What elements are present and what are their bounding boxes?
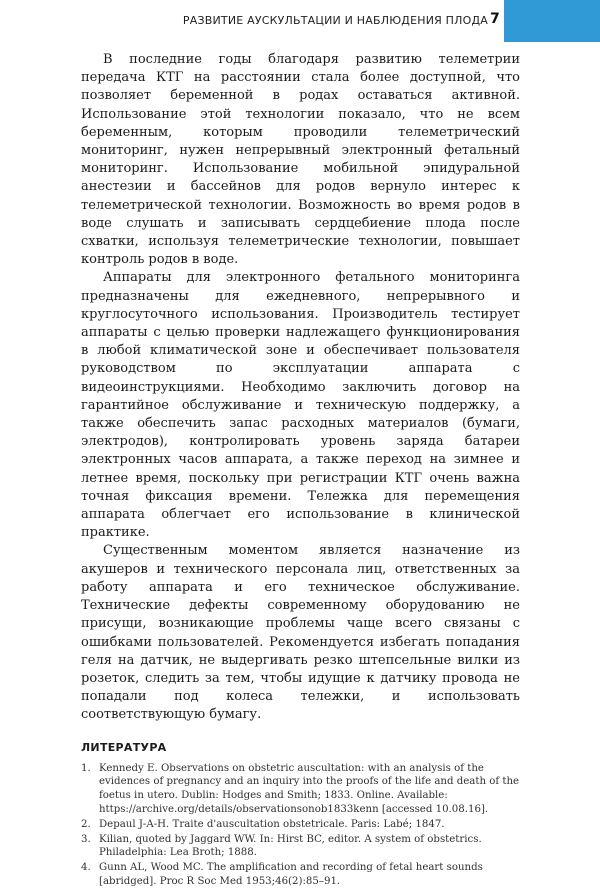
reference-item [81, 762, 520, 817]
running-header: РАЗВИТИЕ АУСКУЛЬТАЦИИ И НАБЛЮДЕНИЯ ПЛОДА [182, 14, 488, 27]
page-content [81, 51, 520, 890]
reference-item [81, 861, 520, 889]
reference-item [81, 818, 520, 832]
references-heading: ЛИТЕРАТУРА [81, 740, 167, 754]
paragraph: Существенным моментом является назначение из акушеров и технического персонала лиц, ответственных за работу аппарата и его техническое обслуживание. Технические дефекты современному оборудованию не присущи, возникающие проблемы чаще всего связаны с ошибками пользователей. Рекомендуется избегать попадания геля на датчик, не выдергивать резко штепсельные вилки из розеток, следить за тем, чтобы идущие к датчику провода не попадали под колеса тележки, и использовать соответствующую бумагу. [81, 543, 520, 723]
header-color-tab [504, 0, 600, 42]
reference-number: 2. [81, 818, 91, 830]
reference-text: Depaul J-A-H. Traite d'auscultation obstetricale. Paris: Labé; 1847. [99, 818, 445, 830]
reference-text: Kilian, quoted by Jaggard WW. In: Hirst BC, editor. A system of obstetrics. Philadelphia: Lea Broth; 1888. [99, 833, 482, 859]
reference-item [81, 833, 520, 861]
reference-number: 3. [81, 833, 91, 845]
reference-text: Gunn AL, Wood MC. The amplification and recording of fetal heart sounds [abridged]. Proc R Soc Med 1953;46(2):85–91. [99, 862, 483, 887]
page-number: 7 [490, 11, 500, 27]
paragraph: Аппараты для электронного фетального мониторинга предназначены для ежедневного, непрерывного и круглосуточного использования. Производитель тестирует аппараты с целью проверки надлежащего функционирования в любой климатической зоне и обеспечивает пользователя руководством по эксплуатации аппарата с видеоинструкциями. Необходимо заключить договор на гарантийное обслуживание и техническую поддержку, а также обеспечить запас расходных материалов (бумаги, электродов), контролировать уровень заряда батареи электронных часов аппарата, а также переход на зимнее и летнее время, поскольку при регистрации КТГ очень важна точная фиксация времени. Тележка для перемещения аппарата облегчает его использование в клинической практике. [81, 270, 520, 541]
reference-number: 4. [81, 862, 91, 874]
paragraph: В последние годы благодаря развитию телеметрии передача КТГ на расстоянии стала более доступной, что позволяет беременной в родах оставаться активной. Использование этой технологии показало, что не всем беременным, которым проводили телеметрический мониторинг, нужен непрерывный электронный фетальный мониторинг. Использование мобильной эпидуральной анестезии и бассейнов для родов вернуло интерес к телеметрической технологии. Возможность во время родов в воде слушать и записывать сердцебиение плода после схватки, используя телеметрические технологии, повышает контроль родов в воде. [81, 52, 520, 268]
reference-list [81, 762, 520, 889]
reference-text: Kennedy E. Observations on obstetric auscultation: with an analysis of the evidences of pregnancy and an inquiry into the proofs of the life and death of the foetus in utero. Dublin: Hodges and Smith; 1833. Online. Available: https://archive.org/details/observationsonob1833kenn [accessed 10.08.16]. [99, 762, 520, 815]
reference-number: 1. [81, 762, 91, 774]
